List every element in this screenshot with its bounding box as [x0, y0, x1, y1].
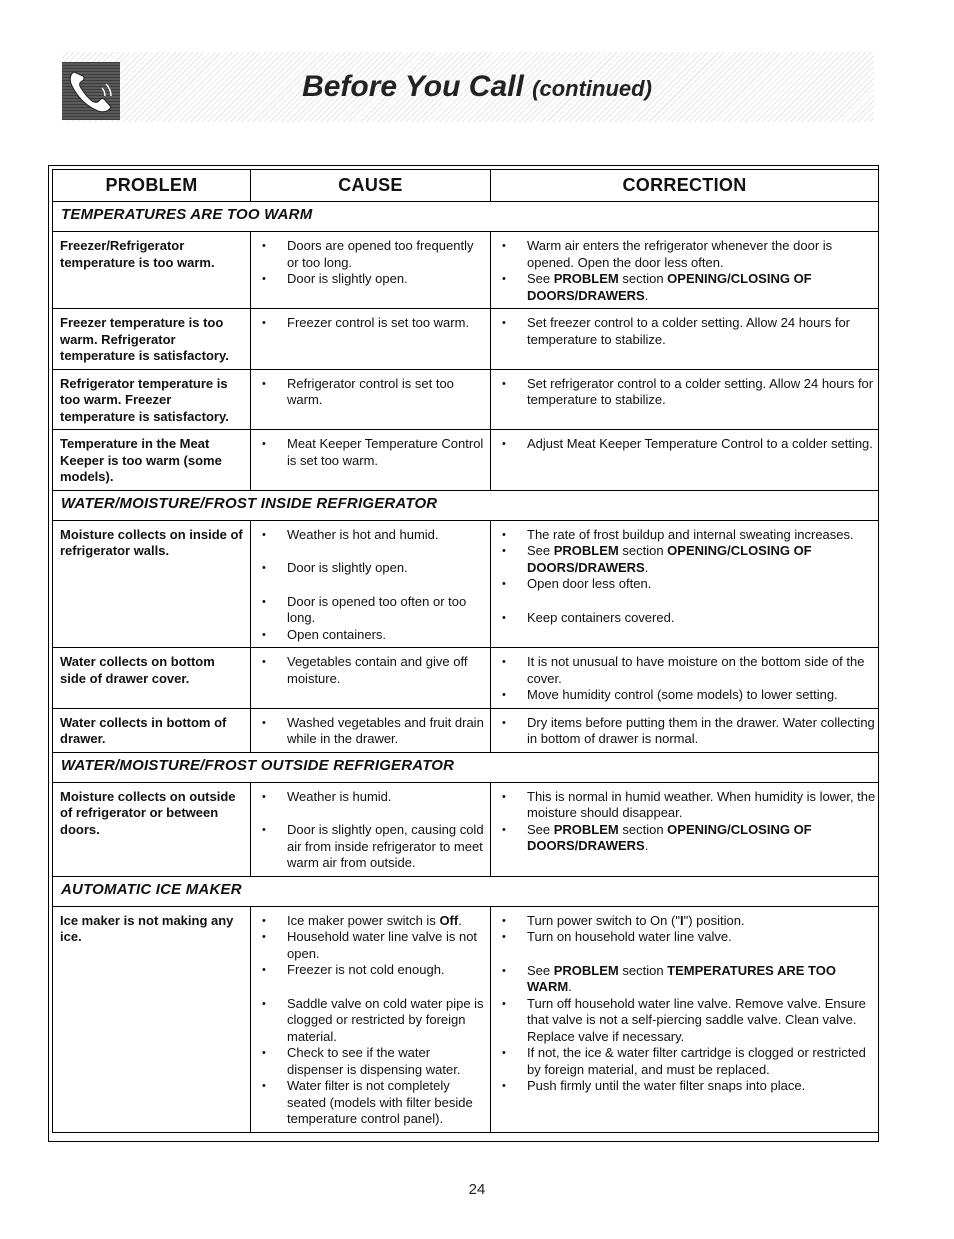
problem-cell: Temperature in the Meat Keeper is too warm (some models).: [53, 430, 251, 491]
bold-text: OPENING/CLOSING OF DOORS/DRAWERS: [527, 271, 812, 303]
list-item: • Set refrigerator control to a colder setting. Allow 24 hours for temperature to stabilize.: [491, 376, 876, 409]
cause-cell: [251, 309, 491, 370]
title-sub: (continued): [532, 76, 652, 101]
list-item: • Adjust Meat Keeper Temperature Control to a colder setting.: [491, 436, 876, 453]
cause-cell: [251, 520, 491, 648]
table-header-row: [53, 170, 879, 202]
correction-cell: [491, 648, 879, 709]
correction-cell: [491, 369, 879, 430]
cause-cell: [251, 782, 491, 876]
problem-cell: Freezer temperature is too warm. Refrigerator temperature is satisfactory.: [53, 309, 251, 370]
list-item: • Doors are opened too frequently or too long.: [251, 238, 488, 271]
column-header-correction: CORRECTION: [491, 170, 879, 202]
text-run: See: [527, 821, 554, 837]
cause-cell: [251, 648, 491, 709]
table-row: [53, 309, 879, 370]
bullet-list: [251, 521, 490, 648]
text-run: section: [618, 821, 668, 837]
cause-cell: [251, 369, 491, 430]
table-row: [53, 369, 879, 430]
list-item: [491, 913, 876, 930]
table-row: [53, 430, 879, 491]
section-title: TEMPERATURES ARE TOO WARM: [53, 202, 879, 232]
correction-cell: [491, 906, 879, 1132]
table-row: [53, 906, 879, 1132]
page-number: 24: [468, 1181, 486, 1198]
bullet-list: [251, 309, 490, 336]
list-item: [251, 913, 488, 930]
list-item: • Dry items before putting them in the drawer. Water collecting in bottom of drawer is normal.: [491, 715, 876, 748]
bold-text: I: [679, 912, 684, 928]
cause-cell: [251, 708, 491, 752]
list-item: • Turn on household water line valve.: [491, 929, 876, 946]
list-item: • Washed vegetables and fruit drain while in the drawer.: [251, 715, 488, 748]
list-item: [491, 543, 876, 576]
bullet-list: [251, 783, 490, 876]
bullet-list: [491, 907, 878, 1099]
correction-cell: [491, 309, 879, 370]
text-run: ") position.: [683, 912, 745, 928]
problem-cell: Moisture collects on inside of refrigerator walls.: [53, 520, 251, 648]
bullet-list: [491, 709, 878, 752]
list-item: • Door is opened too often or too long.: [251, 594, 488, 627]
list-item: • Turn off household water line valve. Remove valve. Ensure that valve is not a self-piercing saddle valve. Clean valve. Replace valve if necessary.: [491, 996, 876, 1046]
section-title: AUTOMATIC ICE MAKER: [53, 876, 879, 906]
table-row: [53, 648, 879, 709]
list-item: • Check to see if the water dispenser is dispensing water.: [251, 1045, 488, 1078]
list-item: • Water filter is not completely seated (models with filter beside temperature control panel).: [251, 1078, 488, 1128]
list-item: • Saddle valve on cold water pipe is clogged or restricted by foreign material.: [251, 996, 488, 1046]
cause-cell: [251, 906, 491, 1132]
text-run: .: [644, 287, 649, 303]
list-item: [491, 963, 876, 996]
list-item: • If not, the ice & water filter cartridge is clogged or restricted by foreign material, and must be replaced.: [491, 1045, 876, 1078]
bullet-list: [491, 370, 878, 413]
table-row: [53, 232, 879, 309]
list-item: • Weather is humid.: [251, 789, 488, 806]
text-run: section: [618, 271, 668, 286]
correction-cell: [491, 232, 879, 309]
bold-text: PROBLEM: [553, 962, 619, 978]
text-run: section: [618, 543, 668, 558]
section-title: WATER/MOISTURE/FROST INSIDE REFRIGERATOR: [53, 490, 879, 520]
list-item: • Open door less often.: [491, 576, 876, 593]
bold-text: Off: [439, 912, 459, 928]
problem-cell: Freezer/Refrigerator temperature is too warm.: [53, 232, 251, 309]
list-item: • Push firmly until the water filter snaps into place.: [491, 1078, 876, 1095]
list-item: • Door is slightly open.: [251, 271, 488, 288]
list-item: • Warm air enters the refrigerator whenever the door is opened. Open the door less often.: [491, 238, 876, 271]
bullet-list: [491, 783, 878, 859]
problem-cell: Refrigerator temperature is too warm. Freezer temperature is satisfactory.: [53, 369, 251, 430]
text-run: See: [527, 543, 554, 558]
list-item: • Meat Keeper Temperature Control is set too warm.: [251, 436, 488, 469]
bold-text: PROBLEM: [553, 271, 619, 286]
title-main: Before You Call: [302, 70, 524, 103]
problem-cell: Water collects on bottom side of drawer cover.: [53, 648, 251, 709]
correction-cell: [491, 430, 879, 491]
bold-text: OPENING/CLOSING OF DOORS/DRAWERS: [527, 543, 812, 575]
section-row: [53, 202, 879, 232]
list-item: • Door is slightly open.: [251, 560, 488, 577]
correction-cell: [491, 782, 879, 876]
text-run: .: [644, 838, 649, 853]
bullet-list: [251, 232, 490, 292]
bullet-list: [491, 309, 878, 352]
section-row: [53, 752, 879, 782]
list-item: • Move humidity control (some models) to lower setting.: [491, 687, 876, 704]
text-run: .: [458, 912, 462, 928]
list-item: • Vegetables contain and give off moisture.: [251, 654, 488, 687]
bullet-list: [491, 648, 878, 708]
bullet-list: [251, 648, 490, 691]
bold-text: TEMPERATURES ARE TOO WARM: [527, 962, 836, 994]
bold-text: PROBLEM: [553, 821, 619, 837]
bold-text: PROBLEM: [553, 543, 619, 558]
list-item: • Weather is hot and humid.: [251, 527, 488, 544]
section-row: [53, 876, 879, 906]
list-item: [491, 822, 876, 855]
bullet-list: [491, 232, 878, 308]
column-header-cause: CAUSE: [251, 170, 491, 202]
correction-cell: [491, 520, 879, 648]
problem-cell: Water collects in bottom of drawer.: [53, 708, 251, 752]
list-item: [491, 271, 876, 304]
cause-cell: [251, 430, 491, 491]
troubleshooting-table: [52, 169, 879, 1133]
section-row: [53, 490, 879, 520]
section-title: WATER/MOISTURE/FROST OUTSIDE REFRIGERATOR: [53, 752, 879, 782]
table-row: [53, 782, 879, 876]
table-row: [53, 708, 879, 752]
bullet-list: [251, 430, 490, 473]
table-row: [53, 520, 879, 648]
list-item: • Freezer is not cold enough.: [251, 962, 488, 979]
bullet-list: [251, 709, 490, 752]
text-run: See: [527, 962, 554, 978]
text-run: section: [618, 962, 668, 978]
column-header-problem: PROBLEM: [53, 170, 251, 202]
list-item: • Open containers.: [251, 627, 488, 644]
bullet-list: [491, 430, 878, 457]
cause-cell: [251, 232, 491, 309]
list-item: • This is normal in humid weather. When humidity is lower, the moisture should disappear.: [491, 789, 876, 822]
list-item: • Household water line valve is not open.: [251, 929, 488, 962]
list-item: • Door is slightly open, causing cold air from inside refrigerator to meet warm air from outside.: [251, 822, 488, 872]
text-run: .: [644, 559, 649, 575]
bold-text: OPENING/CLOSING OF DOORS/DRAWERS: [527, 821, 812, 853]
list-item: • Freezer control is set too warm.: [251, 315, 488, 332]
bullet-list: [251, 370, 490, 413]
list-item: • It is not unusual to have moisture on the bottom side of the cover.: [491, 654, 876, 687]
text-run: See: [527, 271, 554, 286]
page-title: [0, 70, 954, 104]
list-item: • Refrigerator control is set too warm.: [251, 376, 488, 409]
text-run: .: [568, 979, 572, 994]
list-item: • Set freezer control to a colder setting. Allow 24 hours for temperature to stabilize.: [491, 315, 876, 348]
problem-cell: Ice maker is not making any ice.: [53, 906, 251, 1132]
list-item: • Keep containers covered.: [491, 610, 876, 627]
text-run: Turn power switch to On (": [527, 912, 680, 928]
bullet-list: [251, 907, 490, 1132]
text-run: Ice maker power switch is: [287, 912, 440, 928]
list-item: • The rate of frost buildup and internal sweating increases.: [491, 527, 876, 544]
bullet-list: [491, 521, 878, 631]
correction-cell: [491, 708, 879, 752]
problem-cell: Moisture collects on outside of refrigerator or between doors.: [53, 782, 251, 876]
